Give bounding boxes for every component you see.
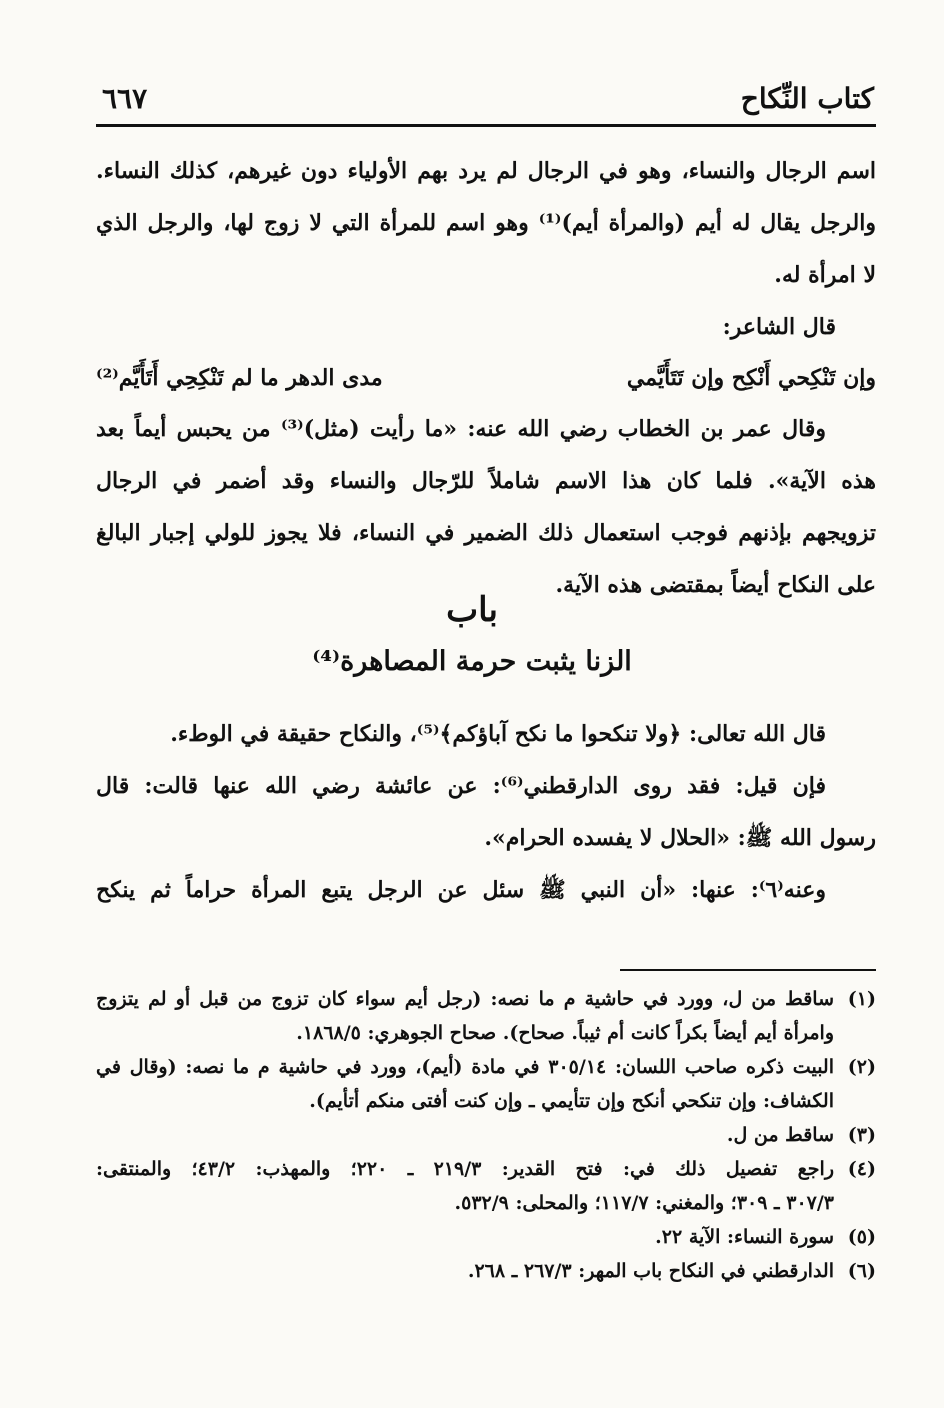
footnote-line: ساقط من ل، وورد في حاشية م ما نصه: (رجل أيم سواء كان تزوج من قبل أو لم يتزوج — [96, 988, 834, 1010]
text-line: وقال عمر بن الخطاب رضي الله عنه: «ما رأيت (مثل)⁽³⁾ من يحبس أيماً بعد — [96, 416, 826, 442]
chapter-title: الزنا يثبت حرمة المصاهرة⁽⁴⁾ — [312, 646, 632, 677]
verse-second-hemistich: مدى الدهر ما لم تَنْكِحِي أَتَأَيَّم⁽²⁾ — [96, 365, 383, 391]
text-line: والرجل يقال له أيم (والمرأة أيم)⁽¹⁾ وهو اسم للمرأة التي لا زوج لها، والرجل الذي — [96, 210, 876, 236]
main-text-top — [96, 145, 876, 611]
footnote — [96, 1050, 876, 1118]
footnote-number: (٢) — [847, 1056, 876, 1078]
header-rule — [96, 124, 876, 127]
footnote-line: الدارقطني في النكاح باب المهر: ٢٦٧/٣ ـ ٢٦٨. — [467, 1260, 834, 1282]
footnote — [96, 1220, 876, 1254]
text-line: فإن قيل: فقد روى الدارقطني⁽⁶⁾: عن عائشة رضي الله عنها قالت: قال — [96, 773, 826, 799]
footnote-line: وامرأة أيم أيضاً بكراً كانت أم ثيباً. صحاح). صحاح الجوهري: ١٨٦٨/٥. — [296, 1022, 834, 1044]
footnote-number: (٦) — [847, 1260, 876, 1282]
footnote-line: البيت ذكره صاحب اللسان: ٣٠٥/١٤ في مادة (أيم)، وورد في حاشية م ما نصه: (وقال في — [96, 1056, 834, 1078]
main-text-bottom — [96, 708, 876, 916]
poetry-verse — [96, 353, 876, 403]
footnote-separator — [620, 969, 876, 971]
chapter-label: باب — [446, 590, 498, 630]
footnote-line: ساقط من ل. — [726, 1124, 834, 1146]
footnote-number: (١) — [847, 988, 876, 1010]
footnote-line: ٣٠٧/٣ ـ ٣٠٩؛ والمغني: ١١٧/٧؛ والمحلى: ٥٣٢/٩. — [454, 1192, 834, 1214]
text-line: قال الله تعالى: ﴿ولا تنكحوا ما نكح آباؤكم﴾⁽⁵⁾، والنكاح حقيقة في الوطء. — [170, 721, 826, 747]
text-line: وعنه⁽٦⁾: عنها: «أن النبي ﷺ سئل عن الرجل يتبع المرأة حراماً ثم ينكح — [96, 877, 826, 903]
footnotes — [96, 982, 876, 1288]
footnote-line: الكشاف: وإن تنكحي أنكح وإن تتأيمي ـ وإن كنت أفتى منكم أتأيم). — [309, 1090, 834, 1112]
footnote — [96, 1254, 876, 1288]
text-line: على النكاح أيضاً بمقتضى هذه الآية. — [555, 572, 876, 598]
footnote-number: (٥) — [847, 1226, 876, 1248]
footnote-line: سورة النساء: الآية ٢٢. — [655, 1226, 834, 1248]
text-line: رسول الله ﷺ: «الحلال لا يفسده الحرام». — [484, 825, 876, 851]
footnote — [96, 1118, 876, 1152]
book-title: كتاب النِّكاح — [740, 82, 874, 115]
text-line: تزويجهم بإذنهم فوجب استعمال ذلك الضمير في النساء، فلا يجوز للولي إجبار البالغ — [96, 520, 876, 546]
page-number: ٦٦٧ — [102, 82, 148, 115]
text-line: اسم الرجال والنساء، وهو في الرجال لم يرد بهم الأولياء دون غيرهم، كذلك النساء. — [96, 158, 876, 184]
footnote — [96, 982, 876, 1050]
text-line: هذه الآية». فلما كان هذا الاسم شاملاً للرّجال والنساء وقد أضمر في الرجال — [96, 468, 876, 494]
verse-first-hemistich: وإن تَنْكِحي أَنْكِح وإن تَتَأَيَّمي — [626, 365, 876, 391]
footnote-line: راجع تفصيل ذلك في: فتح القدير: ٢١٩/٣ ـ ٢٢٠؛ والمهذب: ٤٣/٢؛ والمنتقى: — [96, 1158, 834, 1180]
footnote-number: (٣) — [847, 1124, 876, 1146]
poet-intro: قال الشاعر: — [722, 314, 836, 340]
running-header — [96, 78, 874, 126]
footnote-number: (٤) — [847, 1158, 876, 1180]
footnote — [96, 1152, 876, 1220]
text-line: لا امرأة له. — [774, 262, 876, 288]
